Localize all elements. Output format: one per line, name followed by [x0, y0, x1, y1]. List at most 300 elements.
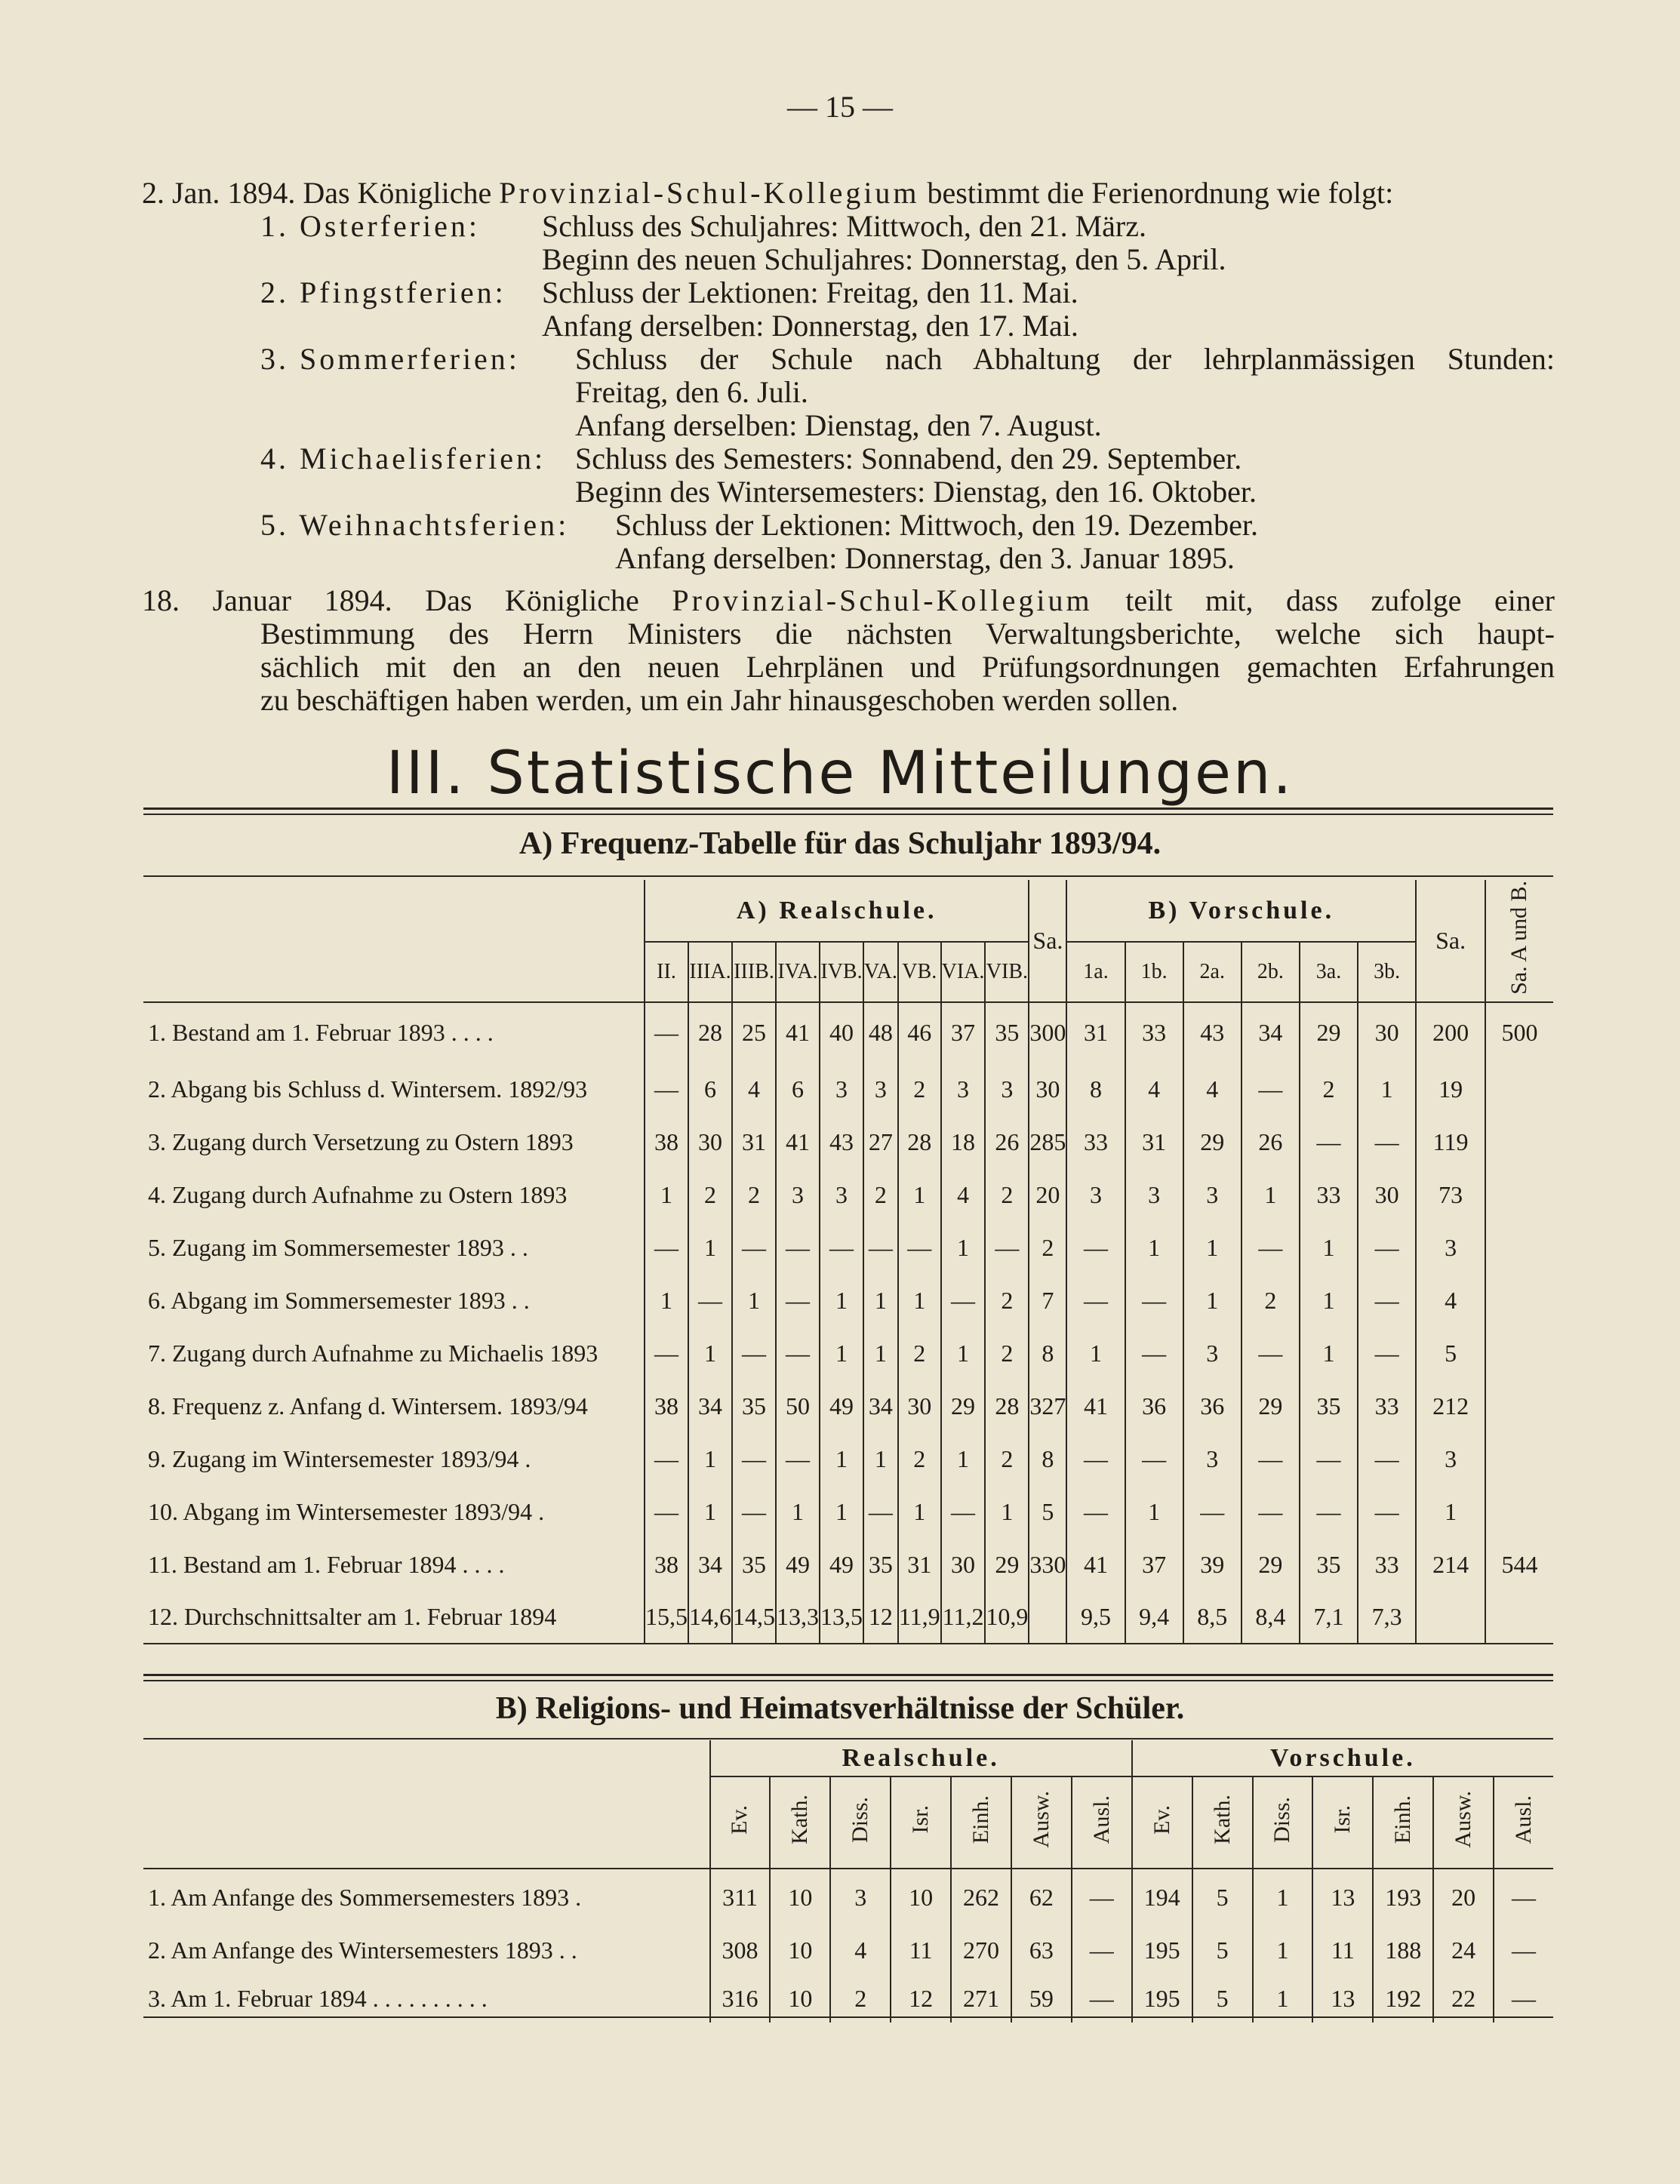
table-cell: 5 [1192, 1869, 1253, 1926]
sum-cell: 212 [1416, 1380, 1485, 1432]
table-cell: 11,9 [898, 1591, 941, 1644]
sum-real-header: Sa. [1029, 880, 1066, 1002]
column-header-text: Ausw. [1451, 1791, 1476, 1848]
table-cell: 43 [820, 1115, 863, 1168]
table-cell: 1 [820, 1485, 863, 1538]
column-header [830, 1776, 891, 1869]
table-cell: 1 [863, 1274, 898, 1327]
column-header: 2a. [1183, 942, 1242, 1002]
table-cell: — [1358, 1485, 1416, 1538]
sum-cell: 3 [1416, 1221, 1485, 1274]
table-cell: 30 [941, 1538, 986, 1591]
table-cell: 1 [688, 1221, 732, 1274]
table-cell: 10 [770, 1974, 830, 2023]
table-cell: 12 [863, 1591, 898, 1644]
table-cell: 1 [776, 1485, 820, 1538]
column-header [1312, 1776, 1373, 1869]
table-cell: — [1183, 1485, 1242, 1538]
row-label: 11. Bestand am 1. Februar 1894 . . . . [148, 1550, 505, 1578]
table-cell: — [941, 1274, 986, 1327]
sum-cell [1416, 1591, 1485, 1644]
sum-cell: 285 [1029, 1115, 1066, 1168]
row-label: 2. Am Anfange des Wintersemesters 1893 . . [148, 1936, 577, 1964]
table-cell: 1 [820, 1432, 863, 1485]
table-row [143, 1327, 1553, 1380]
column-header: VIB. [985, 942, 1029, 1002]
sum-cell [1029, 1591, 1066, 1644]
table-cell: 39 [1183, 1538, 1242, 1591]
table-cell: 33 [1358, 1538, 1416, 1591]
sum-cell: 119 [1416, 1115, 1485, 1168]
holiday-line: Beginn des neuen Schuljahres: Donnerstag, den 5. April. [542, 242, 1226, 276]
holiday-label-michaelmas: 4. Michaelisferien: [260, 441, 546, 475]
table-cell: 1 [1253, 1974, 1313, 2023]
table-cell: 2 [863, 1168, 898, 1221]
column-header-text: Kath. [787, 1795, 813, 1844]
table-cell: 31 [1066, 1002, 1125, 1063]
holiday-line: Schluss des Schuljahres: Mittwoch, den 21. März. [542, 209, 1146, 243]
table-cell: 1 [1300, 1274, 1358, 1327]
row-label: 3. Zugang durch Versetzung zu Ostern 1893 [148, 1127, 574, 1155]
total-cell [1485, 1168, 1553, 1221]
table-row [143, 1591, 1553, 1644]
table-cell: — [1358, 1115, 1416, 1168]
sum-cell: 2 [1029, 1221, 1066, 1274]
table-cell: 1 [688, 1432, 732, 1485]
table-cell: 270 [951, 1926, 1011, 1974]
table-cell: — [985, 1221, 1029, 1274]
table-cell: — [1358, 1221, 1416, 1274]
holiday-line: Schluss der Lektionen: Freitag, den 11. Mai. [542, 275, 1078, 309]
total-cell [1485, 1591, 1553, 1644]
table-cell: 2 [898, 1327, 941, 1380]
table-cell: — [645, 1221, 688, 1274]
table-cell: 4 [1125, 1063, 1183, 1115]
total-cell [1485, 1432, 1553, 1485]
table-cell: 34 [1242, 1002, 1300, 1063]
table-cell: 1 [898, 1274, 941, 1327]
decree2-line: zu beschäftigen haben werden, um ein Jahr hinausgeschoben werden sollen. [260, 683, 1179, 717]
column-header [1072, 1776, 1132, 1869]
table-cell: — [898, 1221, 941, 1274]
table-cell: 308 [710, 1926, 771, 1974]
double-rule [143, 1680, 1553, 1681]
table-cell: — [1242, 1063, 1300, 1115]
table-cell: 28 [985, 1380, 1029, 1432]
table-cell: 25 [732, 1002, 776, 1063]
row-label: 1. Bestand am 1. Februar 1893 . . . . [148, 1019, 494, 1046]
table-cell: 2 [898, 1063, 941, 1115]
column-header [1011, 1776, 1072, 1869]
table-cell: 36 [1125, 1380, 1183, 1432]
table-cell: 2 [1300, 1063, 1358, 1115]
table-cell: — [732, 1432, 776, 1485]
sum-cell: 327 [1029, 1380, 1066, 1432]
table-cell: 27 [863, 1115, 898, 1168]
table-cell: 14,6 [688, 1591, 732, 1644]
table-cell: — [1242, 1327, 1300, 1380]
table-cell: — [776, 1221, 820, 1274]
table-cell: — [688, 1274, 732, 1327]
table-cell: 2 [985, 1327, 1029, 1380]
table-cell: 1 [898, 1168, 941, 1221]
total-cell [1485, 1485, 1553, 1538]
table-cell: 262 [951, 1869, 1011, 1926]
table-cell: 31 [732, 1115, 776, 1168]
table-cell: 3 [1066, 1168, 1125, 1221]
holiday-line: Beginn des Wintersemesters: Dienstag, den 16. Oktober. [575, 475, 1257, 509]
table-cell: 4 [732, 1063, 776, 1115]
column-header: IVB. [820, 942, 863, 1002]
table-cell: 34 [688, 1538, 732, 1591]
table-cell: 9,5 [1066, 1591, 1125, 1644]
table-cell: 8 [1066, 1063, 1125, 1115]
table-cell: 1 [688, 1485, 732, 1538]
column-header: IIIB. [732, 942, 776, 1002]
row-label: 6. Abgang im Sommersemester 1893 . . [148, 1286, 530, 1314]
table-cell: 194 [1132, 1869, 1192, 1926]
table-cell: 13,5 [820, 1591, 863, 1644]
table-cell: 2 [985, 1274, 1029, 1327]
table-cell: 1 [863, 1327, 898, 1380]
table-cell: 62 [1011, 1869, 1072, 1926]
table-cell: 3 [1183, 1327, 1242, 1380]
holiday-line: Freitag, den 6. Juli. [575, 375, 808, 409]
table-row [143, 1168, 1553, 1221]
table-cell: — [1494, 1869, 1553, 1926]
table-cell: — [1494, 1926, 1553, 1974]
table-cell: 59 [1011, 1974, 1072, 2023]
row-label: 12. Durchschnittsalter am 1. Februar 1894 [143, 1591, 645, 1644]
table-cell: 26 [985, 1115, 1029, 1168]
row-label: 3. Am 1. Februar 1894 . . . . . . . . . . [148, 1984, 488, 2012]
decree2-date: 18. Januar 1894. [142, 583, 392, 617]
table-cell: 4 [830, 1926, 891, 1974]
holiday-line: Schluss der Lektionen: Mittwoch, den 19. Dezember. [615, 508, 1259, 542]
column-header-text: Diss. [1269, 1796, 1295, 1843]
sum-cell: 5 [1029, 1485, 1066, 1538]
table-row [143, 1432, 1553, 1485]
decree1-authority: Provinzial-Schul-Kollegium [499, 176, 920, 210]
table-row [143, 1485, 1553, 1538]
table-a-title: A) Frequenz-Tabelle für das Schuljahr 1893/94. [518, 826, 1162, 861]
table-cell: 10 [891, 1869, 951, 1926]
table-cell: 29 [1242, 1538, 1300, 1591]
table-cell: 195 [1132, 1974, 1192, 2023]
table-cell: — [1242, 1432, 1300, 1485]
decree2-first-line [142, 583, 1555, 619]
table-cell: 20 [1433, 1869, 1494, 1926]
table-cell: 1 [898, 1485, 941, 1538]
table-cell: 48 [863, 1002, 898, 1063]
table-cell: 30 [1358, 1168, 1416, 1221]
table-cell: — [1125, 1327, 1183, 1380]
total-cell [1485, 1274, 1553, 1327]
table-cell: — [1072, 1926, 1132, 1974]
table-cell: 316 [710, 1974, 771, 2023]
table-cell: — [1358, 1274, 1416, 1327]
table-cell: — [1125, 1432, 1183, 1485]
column-header: 1a. [1066, 942, 1125, 1002]
table-cell: 3 [830, 1869, 891, 1926]
table-cell: 12 [891, 1974, 951, 2023]
table-cell: — [1072, 1869, 1132, 1926]
realschule-header: Realschule. [710, 1740, 1132, 1776]
table-cell: — [1242, 1221, 1300, 1274]
table-row [143, 1002, 1553, 1063]
table-cell: 2 [898, 1432, 941, 1485]
row-label: 9. Zugang im Wintersemester 1893/94 . [148, 1444, 531, 1472]
double-rule [143, 1674, 1553, 1676]
table-cell: 49 [820, 1380, 863, 1432]
table-cell: 30 [898, 1380, 941, 1432]
table-cell: — [863, 1485, 898, 1538]
table-cell: 35 [732, 1538, 776, 1591]
table-cell: 33 [1300, 1168, 1358, 1221]
table-cell: 49 [776, 1538, 820, 1591]
column-header-text: Ev. [727, 1804, 752, 1835]
column-header-text: Einh. [968, 1795, 994, 1844]
table-cell: 41 [1066, 1380, 1125, 1432]
sum-cell: 330 [1029, 1538, 1066, 1591]
table-cell: 35 [732, 1380, 776, 1432]
holiday-line: Anfang derselben: Dienstag, den 7. August. [575, 408, 1102, 442]
table-cell: 29 [1183, 1115, 1242, 1168]
column-header [891, 1776, 951, 1869]
table-cell: 1 [1183, 1221, 1242, 1274]
vorschule-header: B) Vorschule. [1066, 880, 1416, 942]
table-row [143, 1380, 1553, 1432]
table-cell: 3 [776, 1168, 820, 1221]
table-cell: 13 [1312, 1869, 1373, 1926]
table-cell: 4 [1183, 1063, 1242, 1115]
sum-cell: 200 [1416, 1002, 1485, 1063]
sum-cell: 4 [1416, 1274, 1485, 1327]
table-cell: — [1066, 1221, 1125, 1274]
religion-table [143, 1740, 1553, 2023]
sum-cell: 1 [1416, 1485, 1485, 1538]
table-cell: — [1066, 1432, 1125, 1485]
table-cell: 11,2 [941, 1591, 986, 1644]
table-cell: — [1125, 1274, 1183, 1327]
table-cell: 1 [645, 1168, 688, 1221]
table-cell: 193 [1373, 1869, 1433, 1926]
table-cell: 41 [776, 1115, 820, 1168]
table-cell: 1 [1183, 1274, 1242, 1327]
column-header: IIIA. [688, 942, 732, 1002]
table-cell: 8,4 [1242, 1591, 1300, 1644]
double-rule [143, 807, 1553, 810]
column-header-text: Ausl. [1088, 1795, 1114, 1844]
table-cell: 1 [1300, 1327, 1358, 1380]
label-header [143, 880, 645, 1002]
sum-cell: 7 [1029, 1274, 1066, 1327]
table-cell: 1 [863, 1432, 898, 1485]
sum-cell: 19 [1416, 1063, 1485, 1115]
section-heading: III. Statistische Mitteilungen. [386, 740, 1294, 807]
table-cell: 3 [941, 1063, 986, 1115]
table-cell: 2 [732, 1168, 776, 1221]
table-cell: 3 [1125, 1168, 1183, 1221]
table-cell: 29 [941, 1380, 986, 1432]
table-cell: 28 [898, 1115, 941, 1168]
table-cell: 10,9 [985, 1591, 1029, 1644]
total-cell [1485, 1380, 1553, 1432]
decree1-intro [142, 175, 1393, 211]
table-cell: 11 [1312, 1926, 1373, 1974]
column-header [1433, 1776, 1494, 1869]
table-cell: 18 [941, 1115, 986, 1168]
table-cell: 1 [688, 1327, 732, 1380]
table-cell: 11 [891, 1926, 951, 1974]
table-cell: 2 [985, 1432, 1029, 1485]
table-cell: 24 [1433, 1926, 1494, 1974]
table-cell: 2 [688, 1168, 732, 1221]
table-b-title: B) Religions- und Heimatsverhältnisse der Schüler. [495, 1691, 1185, 1726]
vorschule-header: Vorschule. [1132, 1740, 1553, 1776]
table-cell: — [645, 1432, 688, 1485]
table-cell: 1 [941, 1432, 986, 1485]
double-rule [143, 814, 1553, 815]
table-cell: 35 [1300, 1538, 1358, 1591]
table-row [143, 1538, 1553, 1591]
table-cell: 1 [1125, 1485, 1183, 1538]
sum-cell: 8 [1029, 1327, 1066, 1380]
row-label: 7. Zugang durch Aufnahme zu Michaelis 1893 [148, 1339, 598, 1367]
table-cell: 7,3 [1358, 1591, 1416, 1644]
table-cell: 2 [1242, 1274, 1300, 1327]
table-cell: 33 [1358, 1380, 1416, 1432]
decree2-text2: teilt mit, dass zufolge einer [1125, 583, 1555, 617]
decree2-line: sächlich mit den an den neuen Lehrplänen und Prüfungsordnungen gemachten Erfahrungen [260, 650, 1555, 684]
column-header [1494, 1776, 1553, 1869]
table-cell: 35 [985, 1002, 1029, 1063]
table-cell: 50 [776, 1380, 820, 1432]
holiday-line: Schluss des Semesters: Sonnabend, den 29. September. [575, 441, 1242, 475]
holiday-line: Anfang derselben: Donnerstag, den 3. Januar 1895. [615, 541, 1235, 575]
table-cell: 7,1 [1300, 1591, 1358, 1644]
column-header-text: Ausw. [1028, 1791, 1054, 1848]
column-header: 2b. [1242, 942, 1300, 1002]
table-cell: 1 [1253, 1926, 1313, 1974]
table-cell: — [645, 1063, 688, 1115]
sum-cell: 300 [1029, 1002, 1066, 1063]
table-cell: 13,3 [776, 1591, 820, 1644]
column-header-text: Einh. [1390, 1795, 1416, 1844]
table-cell: 10 [770, 1869, 830, 1926]
table-cell: — [776, 1327, 820, 1380]
table-cell: — [645, 1002, 688, 1063]
table-cell: 30 [1358, 1002, 1416, 1063]
column-header: 3a. [1300, 942, 1358, 1002]
frequency-table [143, 880, 1553, 1644]
holiday-line: Schluss der Schule nach Abhaltung der lehrplanmässigen Stunden: [575, 342, 1555, 376]
table-cell: — [941, 1485, 986, 1538]
table-cell: 34 [863, 1380, 898, 1432]
table-cell: 10 [770, 1926, 830, 1974]
total-cell [1485, 1327, 1553, 1380]
table-row [143, 1926, 1553, 1974]
table-cell: — [1300, 1485, 1358, 1538]
table-cell: 1 [1253, 1869, 1313, 1926]
decree1-text: Das Königliche [303, 176, 492, 210]
table-cell: 49 [820, 1538, 863, 1591]
table-cell: 38 [645, 1538, 688, 1591]
decree2-line: Bestimmung des Herrn Ministers die nächsten Verwaltungsberichte, welche sich haupt- [260, 617, 1555, 651]
table-cell: — [732, 1327, 776, 1380]
table-cell: 8,5 [1183, 1591, 1242, 1644]
table-cell: — [776, 1432, 820, 1485]
table-cell: 5 [1192, 1974, 1253, 2023]
table-cell: 311 [710, 1869, 771, 1926]
table-cell: 195 [1132, 1926, 1192, 1974]
table-cell: 1 [985, 1485, 1029, 1538]
table-cell: — [863, 1221, 898, 1274]
table-cell: 9,4 [1125, 1591, 1183, 1644]
column-header: VIA. [941, 942, 986, 1002]
table-cell: 1 [1300, 1221, 1358, 1274]
table-cell: 37 [941, 1002, 986, 1063]
holiday-line: Anfang derselben: Donnerstag, den 17. Mai. [542, 309, 1078, 343]
table-cell: 28 [688, 1002, 732, 1063]
table-cell: 3 [863, 1063, 898, 1115]
sum-cell: 30 [1029, 1063, 1066, 1115]
table-cell: 1 [820, 1274, 863, 1327]
column-header-text: Kath. [1209, 1795, 1235, 1844]
sum-cell: 8 [1029, 1432, 1066, 1485]
table-cell: 1 [1066, 1327, 1125, 1380]
total-cell [1485, 1063, 1553, 1115]
row-label: 5. Zugang im Sommersemester 1893 . . [148, 1233, 528, 1261]
table-cell: 13 [1312, 1974, 1373, 2023]
column-header: 1b. [1125, 942, 1183, 1002]
column-header-text: Diss. [848, 1796, 873, 1843]
table-row [143, 1974, 1553, 2023]
table-cell: — [1072, 1974, 1132, 2023]
table-cell: — [1300, 1115, 1358, 1168]
total-cell [1485, 1115, 1553, 1168]
column-header [710, 1776, 771, 1869]
table-cell: — [1358, 1327, 1416, 1380]
table-cell: 31 [898, 1538, 941, 1591]
table-cell: 1 [941, 1221, 986, 1274]
table-cell: — [776, 1274, 820, 1327]
sum-cell: 73 [1416, 1168, 1485, 1221]
decree1-date: 2. Jan. 1894. [142, 176, 296, 210]
column-header-text: Ausl. [1511, 1795, 1537, 1844]
table-cell: 35 [1300, 1380, 1358, 1432]
table-cell: 41 [1066, 1538, 1125, 1591]
table-cell: 192 [1373, 1974, 1433, 2023]
page-number: — 15 — [787, 90, 893, 124]
table-cell: 29 [1242, 1380, 1300, 1432]
column-header-text: Isr. [1330, 1805, 1355, 1834]
table-cell: — [1242, 1485, 1300, 1538]
column-header: IVA. [776, 942, 820, 1002]
table-cell: 26 [1242, 1115, 1300, 1168]
table-cell: — [820, 1221, 863, 1274]
table-cell: 41 [776, 1002, 820, 1063]
table-cell: 1 [1242, 1168, 1300, 1221]
column-header-text: Ev. [1149, 1804, 1174, 1835]
total-cell: 500 [1485, 1002, 1553, 1063]
table-cell: 3 [985, 1063, 1029, 1115]
table-cell: 2 [830, 1974, 891, 2023]
table-cell: 15,5 [645, 1591, 688, 1644]
row-label: 2. Abgang bis Schluss d. Wintersem. 1892/93 [148, 1075, 588, 1103]
holiday-label-christmas: 5. Weihnachtsferien: [260, 508, 570, 542]
table-row [143, 1115, 1553, 1168]
